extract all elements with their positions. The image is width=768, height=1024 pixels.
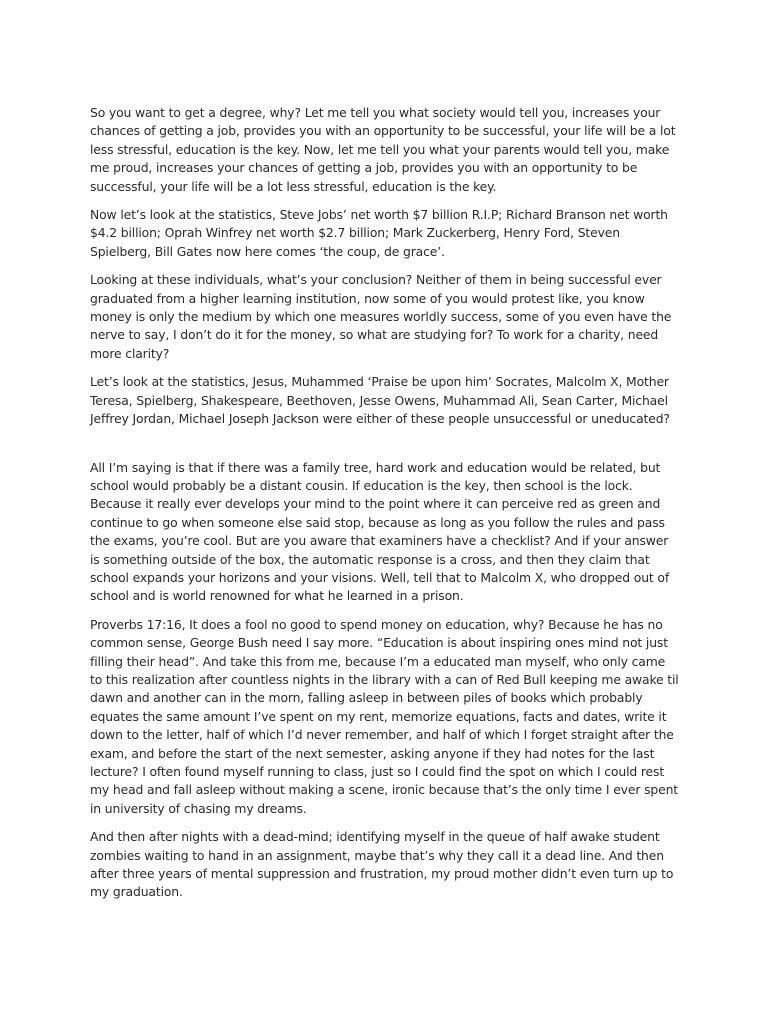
paragraph-proverbs: Proverbs 17:16, It does a fool no good to spend money on education, why? Because he has no common sense, George Bush need I say more. “Education is about inspiring ones mind not just filling their head”. And take this from me, because I’m a educated man myself, who only came to this realization after countless nights in the library with a can of Red Bull keeping me awake til dawn and another can in the morn, falling asleep in between piles of books which probably equates the same amount I’ve spent on my rent, memorize equations, facts and dates, write it down to the letter, half of which I’d never remember, and half of which I forget straight after the exam, and before the start of the next semester, asking anyone if they had notes for the last lecture? I often found myself running to class, just so I could find the spot on which I could rest my head and fall asleep without making a scene, ironic because that’s the only time I ever spent in university of chasing my dreams. [90,616,679,816]
paragraph-family-tree: All I’m saying is that if there was a family tree, hard work and education would be related, but school would probably be a distant cousin. If education is the key, then school is the lock. Because it really ever develops your mind to the point where it can perceive red as green and continue to go when someone else said stop, because as long as you follow the rules and pass the exams, you’re cool. But are you aware that examiners have a checklist? And if your answer is something outside of the box, the automatic response is a cross, and then they claim that school expands your horizons and your visions. Well, tell that to Malcolm X, who dropped out of school and is world renowned for what he learned in a prison. [90,459,670,604]
document-body [90,104,680,912]
paragraph-famous-people: Let’s look at the statistics, Jesus, Muhammed ‘Praise be upon him’ Socrates, Malcolm X, Mother Teresa, Spielberg, Shakespeare, Beethoven, Jesse Owens, Muhammad Ali, Sean Carter, Michael Jeffrey Jordan, Michael Joseph Jackson were either of these people unsuccessful or uneducated? [90,374,670,427]
paragraph-net-worth-statistics: Now let’s look at the statistics, Steve Jobs’ net worth $7 billion R.I.P; Richard Branson net worth $4.2 billion; Oprah Winfrey net worth $2.7 billion; Mark Zuckerberg, Henry Ford, Steven Spielberg, Bill Gates now here comes ‘the coup, de grace’. [90,207,668,259]
paragraph-conclusion: Looking at these individuals, what’s your conclusion? Neither of them in being successful ever graduated from a higher learning institution, now some of you would protest like, you know money is only the medium by which one measures worldly success, some of you even have the nerve to say, I don’t do it for the money, so what are studying for? To work for a charity, need more clarity? [90,272,672,361]
paragraph-degree-intro: So you want to get a degree, why? Let me tell you what society would tell you, increases your chances of getting a job, provides you with an opportunity to be successful, your life will be a lot less stressful, education is the key. Now, let me tell you what your parents would tell you, make me proud, increases your chances of getting a job, provides you with an opportunity to be successful, your life will be a lot less stressful, education is the key. [90,105,676,194]
paragraph-graduation: And then after nights with a dead-mind; identifying myself in the queue of half awake student zombies waiting to hand in an assignment, maybe that’s why they call it a dead line. And then after three years of mental suppression and frustration, my proud mother didn’t even turn up to my graduation. [90,829,674,900]
